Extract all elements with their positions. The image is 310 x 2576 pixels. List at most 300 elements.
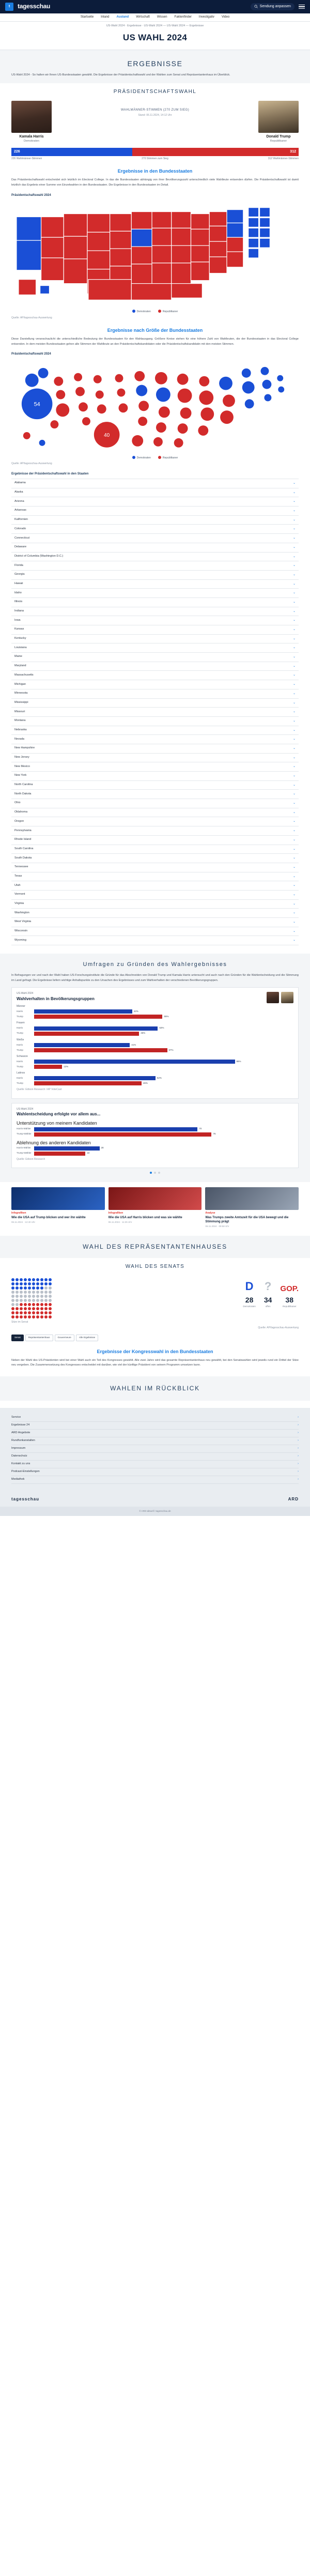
- state-name: New Jersey: [14, 756, 29, 759]
- footer-link-label: Rundfunkanstalten: [11, 1439, 35, 1443]
- teaser-meta: 06.11.2024 · 09:58 Uhr: [205, 1225, 229, 1228]
- chevron-down-icon[interactable]: ⌄: [292, 710, 296, 714]
- senate-seat-open: [24, 1295, 27, 1298]
- teaser-headline[interactable]: Was Trumps zweite Amtszeit für die USA bewegt und die Stimmung prägt: [205, 1216, 289, 1224]
- chevron-down-icon[interactable]: ⌄: [292, 490, 296, 494]
- chevron-down-icon[interactable]: ⌄: [292, 847, 296, 851]
- senate-seat-open: [44, 1295, 48, 1298]
- teaser-meta: 06.11.2024 · 11:25 Uhr: [108, 1221, 132, 1224]
- chevron-down-icon[interactable]: ⌄: [292, 829, 296, 833]
- teaser-row: [0, 1182, 310, 1229]
- senate-seat-republican: [40, 1307, 43, 1310]
- state-accordion-row[interactable]: [11, 790, 299, 799]
- trump-name: Donald Trump: [266, 135, 291, 139]
- state-accordion-row[interactable]: [11, 826, 299, 836]
- brand-name: tagesschau: [18, 3, 51, 10]
- survey-reason-row: [17, 1146, 293, 1151]
- senate-seat-republican: [32, 1311, 35, 1314]
- senate-seat-republican: [44, 1311, 48, 1314]
- state-accordion-row[interactable]: [11, 543, 299, 553]
- chevron-down-icon[interactable]: ⌄: [292, 619, 296, 622]
- carousel-dots[interactable]: [0, 1172, 310, 1174]
- chevron-down-icon[interactable]: ⌄: [292, 810, 296, 814]
- chevron-down-icon[interactable]: ⌄: [292, 838, 296, 841]
- carousel-dot-0[interactable]: [150, 1172, 152, 1174]
- trump-party: Republikaner: [270, 140, 287, 143]
- survey-band: [0, 954, 310, 1182]
- map-chart-label: Präsidentschaftswahl 2024: [11, 193, 51, 197]
- nav-item-1[interactable]: Inland: [101, 16, 110, 19]
- state-accordion-row[interactable]: [11, 863, 299, 872]
- senate-seat-democrat: [20, 1278, 23, 1281]
- senate-tab-2[interactable]: Gouverneure: [55, 1335, 74, 1341]
- survey-bar-fill: [34, 1065, 62, 1069]
- map-section-body: Das Präsidentschaftswahl entscheidet sich letztlich im Electoral College. In das die Bundesstaaten abhängig von ihrer Bevölkerungszahl unterschiedlich viele Wahlleute entsenden dürfen. Die Präsidentschaftswahl ist damit letztlich das Ergebnis einer Summe von Einzelwahlen in den Bundesstaaten. Die Ergebnisse in den Bundesstaaten im Detail.: [11, 178, 299, 187]
- senate-seat-open: [16, 1295, 19, 1298]
- survey-body: In Befragungen vor und nach der Wahl haben US-Forschungsinstitute die Gründe für das Abschneiden von Donald Trump und Kamala Harris untersucht und auch nach den Gründen für die Wahlentscheidung und die Stimmung im Land gefragt. Die Ergebnisse liefern wichtige Anhaltspunkte zu den Ursachen des Ergebnisses und zum Wahlverhalten der verschiedenen Bevölkerungsgruppen.: [11, 974, 299, 982]
- senate-seat-democrat: [24, 1286, 27, 1290]
- trump-portrait: [258, 101, 299, 133]
- nav-item-6[interactable]: Investigativ: [198, 16, 214, 19]
- bubble-chart-label: Präsidentschaftswahl 2024: [11, 352, 51, 356]
- chevron-down-icon[interactable]: ⌄: [292, 573, 296, 576]
- chevron-down-icon[interactable]: ⌄: [292, 701, 296, 704]
- chevron-down-icon[interactable]: ⌄: [292, 600, 296, 604]
- senate-big-results: [243, 1278, 299, 1309]
- chevron-down-icon[interactable]: ⌄: [292, 939, 296, 942]
- state-name: Illinois: [14, 600, 23, 604]
- state-name: District of Columbia (Washington D.C.): [14, 554, 64, 558]
- chevron-down-icon[interactable]: ⌄: [292, 875, 296, 878]
- state-name: South Carolina: [14, 847, 34, 850]
- ard-logo[interactable]: ARD: [288, 1497, 299, 1502]
- survey-bar-value: 57%: [168, 1048, 174, 1051]
- senate-seat-republican: [24, 1303, 27, 1306]
- state-accordion-row[interactable]: [11, 507, 299, 516]
- chevron-down-icon[interactable]: ⌄: [292, 683, 296, 686]
- open-seats: 34: [264, 1295, 272, 1304]
- chevron-right-icon[interactable]: ›: [298, 1416, 299, 1419]
- state-name: Missouri: [14, 710, 25, 713]
- senate-seat-republican: [36, 1315, 39, 1318]
- state-accordion-row[interactable]: [11, 662, 299, 671]
- senate-seat-republican: [32, 1303, 35, 1306]
- senate-seat-open: [11, 1295, 14, 1298]
- chevron-right-icon[interactable]: ›: [298, 1478, 299, 1481]
- chevron-down-icon[interactable]: ⌄: [292, 802, 296, 805]
- state-name: West Virginia: [14, 920, 32, 924]
- state-accordion-row[interactable]: [11, 589, 299, 598]
- state-accordion-row[interactable]: [11, 625, 299, 635]
- senate-seat-open: [44, 1286, 48, 1290]
- senate-seat-democrat: [20, 1286, 23, 1290]
- candidate-harris[interactable]: [11, 101, 52, 144]
- state-accordion-row[interactable]: [11, 872, 299, 882]
- survey-bar-value: 53%: [159, 1026, 164, 1030]
- senate-seat-republican: [28, 1303, 31, 1306]
- chevron-down-icon[interactable]: ⌄: [292, 555, 296, 558]
- state-accordion-row[interactable]: [11, 936, 299, 945]
- senate-result-republican: [280, 1283, 299, 1309]
- candidate-trump[interactable]: [258, 101, 299, 144]
- chevron-down-icon[interactable]: ⌄: [292, 637, 296, 640]
- survey-section-title: Umfragen zu Gründen des Wahlergebnisses: [83, 961, 227, 968]
- senate-seat-democrat: [24, 1282, 27, 1285]
- chevron-down-icon[interactable]: ⌄: [292, 582, 296, 586]
- chevron-down-icon[interactable]: ⌄: [292, 765, 296, 769]
- chevron-down-icon[interactable]: ⌄: [292, 482, 296, 485]
- state-accordion-row[interactable]: [11, 598, 299, 607]
- state-accordion-row[interactable]: [11, 534, 299, 543]
- senate-seat-democrat: [36, 1282, 39, 1285]
- us-map-svg: [11, 200, 299, 308]
- senate-source: Quelle: AP/tagesschau-Auswertung: [258, 1326, 299, 1329]
- state-accordion-row[interactable]: [11, 808, 299, 818]
- teaser-headline[interactable]: Wie die USA auf Harris blicken und was sie wählte: [108, 1216, 182, 1220]
- state-accordion-row[interactable]: [11, 817, 299, 826]
- survey-reason-row: [17, 1127, 293, 1131]
- chevron-down-icon[interactable]: ⌄: [292, 820, 296, 823]
- nav-item-2[interactable]: Ausland: [116, 16, 129, 19]
- state-accordion-row[interactable]: [11, 836, 299, 845]
- survey-bar-fill: [34, 1043, 130, 1047]
- state-name: Maine: [14, 655, 22, 658]
- senate-seat-open: [40, 1299, 43, 1302]
- survey-card-groups: [11, 987, 299, 1098]
- state-accordion-row[interactable]: [11, 717, 299, 726]
- chevron-down-icon[interactable]: ⌄: [292, 902, 296, 906]
- nav-item-3[interactable]: Wirtschaft: [136, 16, 150, 19]
- chevron-down-icon[interactable]: ⌄: [292, 921, 296, 924]
- survey-bar-fill: [34, 1048, 167, 1052]
- senate-seat-democrat: [32, 1278, 35, 1281]
- senate-seat-open: [16, 1291, 19, 1294]
- bubble-legend-democrat: Demokraten: [132, 456, 151, 460]
- state-accordion-row[interactable]: [11, 854, 299, 863]
- state-accordion-row[interactable]: [11, 561, 299, 571]
- senate-seat-open: [49, 1299, 52, 1302]
- map-thumb-red: [109, 1187, 202, 1210]
- survey-reason-row: [17, 1132, 293, 1137]
- senate-seat-republican: [49, 1307, 52, 1310]
- open-label: offen: [265, 1305, 271, 1308]
- chevron-down-icon[interactable]: ⌄: [292, 774, 296, 778]
- state-accordion-row[interactable]: [11, 643, 299, 653]
- senate-seat-republican: [20, 1303, 23, 1306]
- senate-seat-open: [49, 1295, 52, 1298]
- chevron-down-icon[interactable]: ⌄: [292, 591, 296, 595]
- survey-bar-fill: [34, 1081, 142, 1085]
- senate-dot-matrix: [11, 1278, 52, 1324]
- chevron-down-icon[interactable]: ⌄: [292, 527, 296, 531]
- senate-seat-republican: [28, 1315, 31, 1318]
- search-icon: [254, 5, 258, 8]
- state-accordion-row[interactable]: [11, 689, 299, 699]
- state-accordion-row[interactable]: [11, 744, 299, 754]
- house-band: [0, 1236, 310, 1258]
- chevron-down-icon[interactable]: ⌄: [292, 692, 296, 695]
- state-name: Iowa: [14, 618, 21, 622]
- state-accordion-row[interactable]: [11, 580, 299, 589]
- nav-item-5[interactable]: Faktenfinder: [174, 16, 192, 19]
- chevron-down-icon[interactable]: ⌄: [292, 792, 296, 796]
- chevron-down-icon[interactable]: ⌄: [292, 500, 296, 503]
- senate-seat-republican: [44, 1315, 48, 1318]
- chevron-down-icon[interactable]: ⌄: [292, 628, 296, 632]
- photo-thumb-capitol: [205, 1187, 299, 1210]
- chevron-right-icon[interactable]: ›: [298, 1462, 299, 1466]
- chevron-right-icon[interactable]: ›: [298, 1431, 299, 1435]
- senate-seat-open: [20, 1291, 23, 1294]
- carousel-dot-1[interactable]: [154, 1172, 156, 1174]
- senate-seat-republican: [11, 1307, 14, 1310]
- nav-item-7[interactable]: Video: [221, 16, 230, 19]
- chevron-down-icon[interactable]: ⌄: [292, 884, 296, 887]
- state-accordion-row[interactable]: [11, 488, 299, 498]
- chevron-down-icon[interactable]: ⌄: [292, 728, 296, 732]
- senate-seat-republican: [16, 1311, 19, 1314]
- us-bubble-map[interactable]: [11, 359, 299, 454]
- teaser-card[interactable]: [109, 1187, 202, 1229]
- footer-link-label: Service: [11, 1416, 21, 1419]
- senate-seat-republican: [32, 1307, 35, 1310]
- chevron-right-icon[interactable]: ›: [298, 1454, 299, 1458]
- survey-bar-value: 45%: [141, 1032, 146, 1035]
- senate-seat-democrat: [32, 1282, 35, 1285]
- survey-card-1-source: Quelle: Edison Research / AP VoteCast: [17, 1088, 62, 1092]
- chevron-right-icon[interactable]: ›: [298, 1447, 299, 1450]
- state-accordion-row[interactable]: [11, 881, 299, 891]
- chevron-down-icon[interactable]: ⌄: [292, 893, 296, 896]
- survey-card-2-source: Quelle: Edison Research: [17, 1157, 45, 1161]
- map-caption: Quelle: AP/tagesschau-Auswertung: [11, 316, 52, 319]
- senate-tab-0[interactable]: Senat: [11, 1335, 24, 1341]
- state-name: New York: [14, 774, 27, 777]
- state-accordion-row[interactable]: [11, 891, 299, 900]
- state-name: Alabama: [14, 481, 26, 485]
- senate-tab-3[interactable]: Alle Ergebnisse: [76, 1335, 98, 1341]
- brand-logo-text[interactable]: [18, 2, 50, 11]
- us-state-map[interactable]: [11, 200, 299, 308]
- chevron-right-icon[interactable]: ›: [298, 1423, 299, 1427]
- state-accordion-row[interactable]: [11, 497, 299, 507]
- state-accordion-row[interactable]: [11, 799, 299, 808]
- footer-link-row[interactable]: [11, 1468, 299, 1476]
- senate-seat-democrat: [24, 1278, 27, 1281]
- state-accordion-row[interactable]: [11, 900, 299, 909]
- chevron-down-icon[interactable]: ⌄: [292, 756, 296, 759]
- state-accordion-row[interactable]: [11, 616, 299, 625]
- senate-seat-democrat: [40, 1278, 43, 1281]
- footer-link-row[interactable]: [11, 1437, 299, 1445]
- senate-seat-democrat: [20, 1282, 23, 1285]
- legend-democrat: Demokraten: [132, 310, 151, 314]
- brand-logo-mark[interactable]: t: [5, 3, 13, 11]
- state-accordion-row[interactable]: [11, 680, 299, 689]
- nav-item-4[interactable]: Wissen: [157, 16, 167, 19]
- survey-reason-fill: [34, 1146, 100, 1151]
- survey-bar-value: 86%: [236, 1060, 241, 1063]
- teaser-meta: 06.11.2024 · 12:40 Uhr: [11, 1221, 35, 1224]
- chevron-down-icon[interactable]: ⌄: [292, 673, 296, 677]
- state-name: North Dakota: [14, 792, 32, 795]
- state-accordion-row[interactable]: [11, 553, 299, 562]
- senate-seat-republican: [44, 1307, 48, 1310]
- state-accordion-row[interactable]: [11, 726, 299, 735]
- state-accordion-row[interactable]: [11, 845, 299, 854]
- results-intro: US-Wahl 2024 - So halten wir Ihnen US-Bundesstaaten gewählt. Die Ergebnisse der Präsidentschaftswahl und der Wahlen zum Senat und Repräsentantenhaus im Überblick.: [11, 73, 230, 76]
- senate-seat-open: [28, 1299, 31, 1302]
- chevron-down-icon[interactable]: ⌄: [292, 609, 296, 613]
- survey-bar-harris: [17, 1026, 293, 1031]
- state-accordion-row[interactable]: [11, 571, 299, 580]
- footer-link-row[interactable]: [11, 1445, 299, 1453]
- state-name: North Carolina: [14, 783, 33, 787]
- state-accordion-row[interactable]: [11, 516, 299, 525]
- state-name: Arkansas: [14, 509, 26, 512]
- survey-bar-name: Trump: [17, 1048, 23, 1051]
- senate-seat-open: [36, 1291, 39, 1294]
- footer-link-label: Mediathek: [11, 1478, 25, 1481]
- footer-link-row[interactable]: [11, 1461, 299, 1468]
- survey-group: [17, 1005, 293, 1019]
- state-accordion-row[interactable]: [11, 607, 299, 617]
- chevron-down-icon[interactable]: ⌄: [292, 564, 296, 568]
- chevron-down-icon[interactable]: ⌄: [292, 518, 296, 522]
- state-accordion-row[interactable]: [11, 653, 299, 662]
- chevron-down-icon[interactable]: ⌄: [292, 865, 296, 869]
- chevron-down-icon[interactable]: ⌄: [292, 655, 296, 659]
- senate-seat-open: [20, 1295, 23, 1298]
- chevron-down-icon[interactable]: ⌄: [292, 746, 296, 750]
- survey-bar-value: 55%: [164, 1015, 169, 1018]
- senate-seat-open: [32, 1299, 35, 1302]
- state-name: Ohio: [14, 801, 21, 805]
- footer-link-row[interactable]: [11, 1414, 299, 1422]
- chevron-down-icon[interactable]: ⌄: [292, 664, 296, 668]
- senate-seat-democrat: [28, 1282, 31, 1285]
- senate-seat-open: [32, 1295, 35, 1298]
- teaser-card[interactable]: [11, 1187, 105, 1229]
- chevron-down-icon[interactable]: ⌄: [292, 536, 296, 540]
- footer-link-label: ARD Angebote: [11, 1431, 30, 1435]
- republican-label: Republikaner: [282, 1305, 297, 1308]
- state-name: Massachusetts: [14, 673, 34, 677]
- chevron-down-icon[interactable]: ⌄: [292, 856, 296, 860]
- footer-link-row[interactable]: [11, 1430, 299, 1437]
- senate-seat-open: [32, 1291, 35, 1294]
- state-accordion-row[interactable]: [11, 909, 299, 918]
- survey-bar-value: 41%: [131, 1043, 136, 1046]
- state-accordion-row[interactable]: [11, 735, 299, 744]
- survey-bar-value: 12%: [64, 1065, 69, 1068]
- chevron-down-icon[interactable]: ⌄: [292, 929, 296, 933]
- state-accordion-row[interactable]: [11, 671, 299, 680]
- footer-link-row[interactable]: [11, 1476, 299, 1484]
- senate-seat-open: [40, 1291, 43, 1294]
- survey-reason-label: Trump-Wähler: [17, 1152, 32, 1155]
- senate-seat-open: [40, 1295, 43, 1298]
- survey-bar-name: Harris: [17, 1077, 23, 1080]
- state-accordion-row[interactable]: [11, 699, 299, 708]
- trump-thumb: [281, 992, 293, 1003]
- survey-subgroup-heading: Unterstützung von meinem Kandidaten: [17, 1121, 97, 1126]
- survey-reason-label: Harris-Wähler: [17, 1146, 31, 1149]
- carousel-dot-2[interactable]: [158, 1172, 160, 1174]
- electoral-bar-democrat: 226: [11, 148, 132, 156]
- state-accordion-row[interactable]: [11, 708, 299, 717]
- democrat-glyph: D: [245, 1279, 254, 1293]
- survey-reason-fill: [34, 1127, 197, 1131]
- senate-seat-republican: [28, 1307, 31, 1310]
- state-accordion-row[interactable]: [11, 927, 299, 937]
- state-accordion-row[interactable]: [11, 772, 299, 781]
- search-label: Sendung anpassen: [259, 4, 291, 8]
- survey-bar-fill: [34, 1032, 139, 1036]
- hamburger-icon[interactable]: [299, 5, 305, 9]
- survey-bar-name: Harris: [17, 1026, 23, 1030]
- senate-seat-republican: [49, 1315, 52, 1318]
- chevron-down-icon[interactable]: ⌄: [292, 545, 296, 549]
- survey-bar-value: 52%: [157, 1077, 162, 1080]
- footer-link-row[interactable]: [11, 1453, 299, 1461]
- nav-item-0[interactable]: Startseite: [80, 16, 94, 19]
- senate-seat-republican: [20, 1307, 23, 1310]
- harris-thumb: [267, 992, 279, 1003]
- state-accordion-row[interactable]: [11, 479, 299, 488]
- state-name: Colorado: [14, 527, 26, 530]
- state-accordion-row[interactable]: [11, 918, 299, 927]
- state-name: Oklahoma: [14, 810, 28, 814]
- state-accordion-row[interactable]: [11, 754, 299, 763]
- search-button[interactable]: [251, 3, 295, 10]
- electoral-vote-bar: [11, 148, 299, 156]
- survey-bar-fill: [34, 1026, 158, 1031]
- chevron-down-icon[interactable]: ⌄: [292, 783, 296, 787]
- survey-bar-fill: [34, 1009, 132, 1014]
- survey-group-label: Latinos: [17, 1071, 25, 1075]
- chevron-down-icon[interactable]: ⌄: [292, 719, 296, 723]
- senate-seat-democrat: [16, 1278, 19, 1281]
- senate-seat-open: [44, 1299, 48, 1302]
- teaser-headline[interactable]: Wie die USA auf Trump blicken und wer ihn wählte: [11, 1216, 86, 1220]
- state-accordion-row[interactable]: [11, 781, 299, 790]
- democrat-label: Demokraten: [243, 1305, 256, 1308]
- chevron-right-icon[interactable]: ›: [298, 1439, 299, 1443]
- survey-bar-name: Harris: [17, 1010, 23, 1013]
- footer-brand[interactable]: tagesschau: [11, 1497, 40, 1502]
- results-section-title: ERGEBNISSE: [127, 59, 183, 68]
- survey-bar-harris: [17, 1060, 293, 1064]
- chevron-down-icon[interactable]: ⌄: [292, 738, 296, 741]
- chevron-down-icon[interactable]: ⌄: [292, 509, 296, 513]
- state-accordion-row[interactable]: [11, 525, 299, 534]
- state-accordion-row[interactable]: [11, 635, 299, 644]
- footer-link-row[interactable]: [11, 1422, 299, 1430]
- harris-portrait: [11, 101, 52, 133]
- survey-reason-fill: [34, 1152, 85, 1156]
- senate-matrix-caption: Sitze im Senat: [11, 1320, 28, 1324]
- congress-explain-title: Ergebnisse der Kongresswahl in den Bundesstaaten: [97, 1348, 213, 1354]
- chevron-right-icon[interactable]: ›: [298, 1470, 299, 1474]
- state-name: Louisiana: [14, 646, 27, 649]
- chevron-down-icon[interactable]: ⌄: [292, 911, 296, 915]
- senate-tab-1[interactable]: Repräsentantenhaus: [25, 1335, 53, 1341]
- state-name: Idaho: [14, 591, 22, 594]
- chevron-down-icon[interactable]: ⌄: [292, 646, 296, 650]
- state-accordion-row[interactable]: [11, 762, 299, 772]
- teaser-card[interactable]: [205, 1187, 299, 1229]
